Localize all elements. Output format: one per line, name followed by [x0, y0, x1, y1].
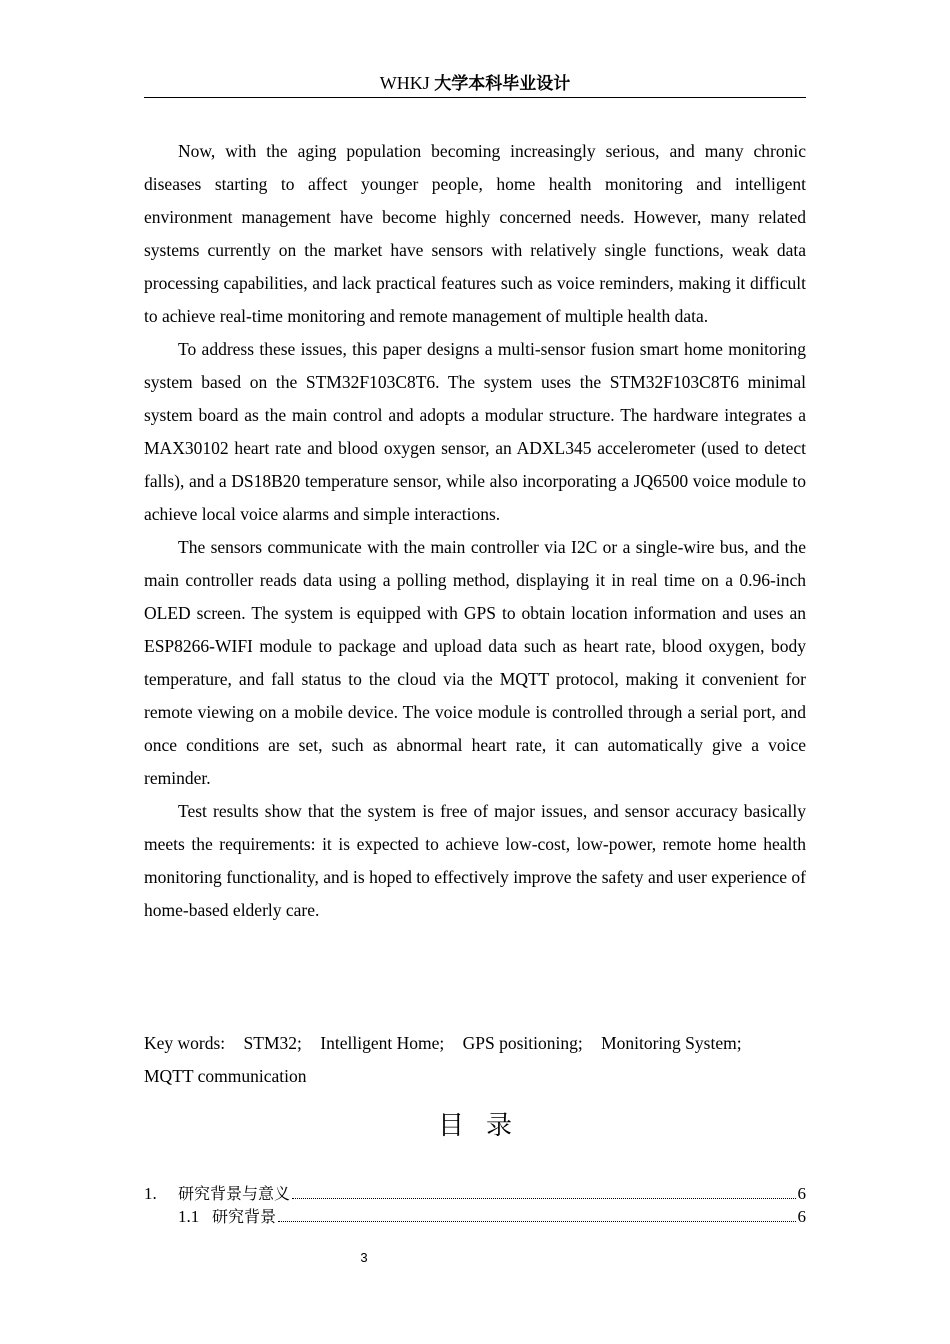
toc-title: 目录	[437, 1111, 534, 1141]
page-header	[144, 70, 806, 98]
toc-leader-dots	[278, 1221, 795, 1222]
abstract-paragraph: The sensors communicate with the main controller via I2C or a single-wire bus, and the main controller reads data using a polling method, displaying it in real time on a 0.96-inch OLED screen. The system is equipped with GPS to obtain location information and uses an ESP8266-WIFI module to package and upload data such as heart rate, blood oxygen, body temperature, and fall status to the cloud via the MQTT protocol, making it convenient for remote viewing on a mobile device. The voice module is controlled through a serial port, and once conditions are set, such as abnormal heart rate, it can automatically give a voice reminder.	[144, 537, 806, 788]
abstract-body	[144, 135, 806, 927]
page-number: 3	[360, 1250, 368, 1265]
header-chinese: 大学本科毕业设计	[434, 74, 571, 94]
keywords-label: Key words:	[144, 1033, 226, 1053]
header-latin: WHKJ	[379, 73, 430, 93]
keyword: Monitoring System;	[601, 1033, 742, 1053]
toc-entry-label: 研究背景	[212, 1207, 277, 1226]
keyword: Intelligent Home;	[320, 1033, 445, 1053]
keyword: STM32;	[243, 1033, 302, 1053]
keywords	[144, 1027, 806, 1093]
toc-entry-number: 1.1	[178, 1207, 200, 1226]
abstract-paragraph: Test results show that the system is free of major issues, and sensor accuracy basically meets the requirements: it is expected to achieve low-cost, low-power, remote home health monitoring functionality, and is hoped to effectively improve the safety and user experience of home-based elderly care.	[144, 801, 806, 920]
abstract-paragraph: Now, with the aging population becoming increasingly serious, and many chronic diseases starting to affect younger people, home health monitoring and intelligent environment management have become highly concerned needs. However, many related systems currently on the market have sensors with relatively single functions, weak data processing capabilities, and lack practical features such as voice reminders, making it difficult to achieve real-time monitoring and remote management of multiple health data.	[144, 141, 806, 326]
toc-entry[interactable]	[144, 1205, 806, 1228]
abstract-paragraph: To address these issues, this paper designs a multi-sensor fusion smart home monitoring system based on the STM32F103C8T6. The system uses the STM32F103C8T6 minimal system board as the main control and adopts a modular structure. The hardware integrates a MAX30102 heart rate and blood oxygen sensor, an ADXL345 accelerometer (used to detect falls), and a DS18B20 temperature sensor, while also incorporating a JQ6500 voice module to achieve local voice alarms and simple interactions.	[144, 339, 806, 524]
toc-entry-label: 研究背景与意义	[178, 1184, 291, 1203]
toc-entry-number: 1.	[144, 1184, 157, 1203]
toc-entry-page: 6	[797, 1207, 806, 1226]
keyword: GPS positioning;	[462, 1033, 583, 1053]
toc-leader-dots	[292, 1198, 795, 1199]
toc-entry-page: 6	[797, 1184, 806, 1203]
table-of-contents	[144, 1182, 806, 1228]
keyword: MQTT communication	[144, 1066, 307, 1086]
toc-entry[interactable]	[144, 1182, 806, 1205]
